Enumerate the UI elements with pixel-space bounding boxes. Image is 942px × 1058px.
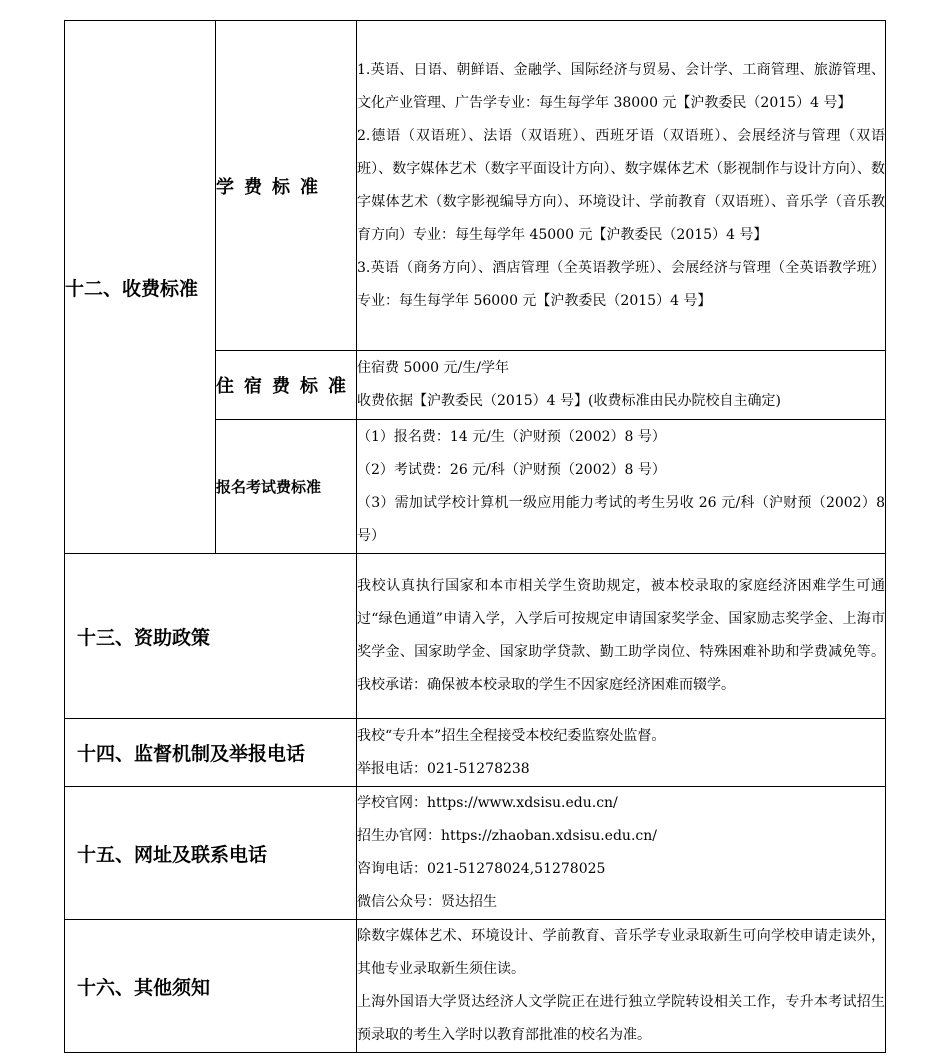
table-row: [65, 554, 886, 719]
subsection-label-accommodation: 住宿费标准: [216, 351, 357, 420]
paragraph: （2）考试费：26 元/科（沪财预（2002）8 号）: [357, 461, 666, 478]
paragraph: 咨询电话：021-51278024,51278025: [357, 861, 606, 877]
paragraph: 上海外国语大学贤达经济人文学院正在进行独立学院转设相关工作，专升本考试招生预录取的考生入学时以教育部批准的校名为准。: [357, 994, 885, 1043]
paragraph: 我校认真执行国家和本市相关学生资助规定，被本校录取的家庭经济困难学生可通过“绿色通道”申请入学，入学后可按规定申请国家奖学金、国家励志奖学金、上海市奖学金、国家助学金、国家助学贷款、勤工助学岗位、特殊困难补助和学费减免等。我校承诺：确保被本校录取的学生不因家庭经济困难而辍学。: [357, 578, 885, 693]
table-row: [65, 920, 886, 1053]
paragraph: 微信公众号：贤达招生: [357, 894, 497, 910]
paragraph: 举报电话：021-51278238: [357, 760, 530, 777]
paragraph: 3.英语（商务方向）、酒店管理（全英语教学班）、会展经济与管理（全英语教学班）专业：每生每学年 56000 元【沪教委民（2015）4 号】: [357, 259, 885, 309]
paragraph: （1）报名费：14 元/生（沪财预（2002）8 号）: [357, 428, 666, 445]
paragraph: （3）需加试学校计算机一级应用能力考试的考生另收 26 元/科（沪财预（2002）8 号）: [357, 494, 885, 544]
paragraph: 2.德语（双语班）、法语（双语班）、西班牙语（双语班）、会展经济与管理（双语班）、数字媒体艺术（数字平面设计方向）、数字媒体艺术（影视制作与设计方向）、数字媒体艺术（数字影视编导方向）、环境设计、学前教育（双语班）、音乐学（音乐教育方向）专业：每生每学年 45000 元【沪教委民（2015）4 号】: [357, 127, 885, 243]
table-row: [65, 21, 886, 351]
contact-content: [357, 787, 886, 920]
supervision-content: [357, 719, 886, 787]
info-table: [64, 20, 886, 1053]
exam-fee-content: [357, 420, 886, 554]
financial-aid-content: [357, 554, 886, 719]
other-notes-content: [357, 920, 886, 1053]
tuition-content: [357, 21, 886, 351]
section-title-fees: 十二、收费标准: [65, 21, 216, 554]
section-title-financial-aid: 十三、资助政策: [65, 554, 357, 719]
subsection-label-exam-fee: 报名考试费标准: [216, 420, 357, 554]
accommodation-content: [357, 351, 886, 420]
section-title-supervision: 十四、监督机制及举报电话: [65, 719, 357, 787]
table-row: [65, 719, 886, 787]
paragraph: 我校“专升本”招生全程接受本校纪委监察处监督。: [357, 727, 666, 744]
section-title-other-notes: 十六、其他须知: [65, 920, 357, 1053]
paragraph: 1.英语、日语、朝鲜语、金融学、国际经济与贸易、会计学、工商管理、旅游管理、文化产业管理、广告学专业：每生每学年 38000 元【沪教委民（2015）4 号】: [357, 61, 885, 111]
subsection-label-tuition: 学费标准: [216, 21, 357, 351]
paragraph: 除数字媒体艺术、环境设计、学前教育、音乐学专业录取新生可向学校申请走读外，其他专业录取新生须住读。: [357, 928, 885, 977]
paragraph: 招生办官网：https://zhaoban.xdsisu.edu.cn/: [357, 828, 657, 844]
paragraph: 收费依据【沪教委民（2015）4 号】(收费标准由民办院校自主确定): [357, 393, 781, 409]
paragraph: 住宿费 5000 元/生/学年: [357, 360, 509, 376]
table-row: [65, 787, 886, 920]
paragraph: 学校官网：https://www.xdsisu.edu.cn/: [357, 795, 618, 811]
section-title-contact: 十五、网址及联系电话: [65, 787, 357, 920]
